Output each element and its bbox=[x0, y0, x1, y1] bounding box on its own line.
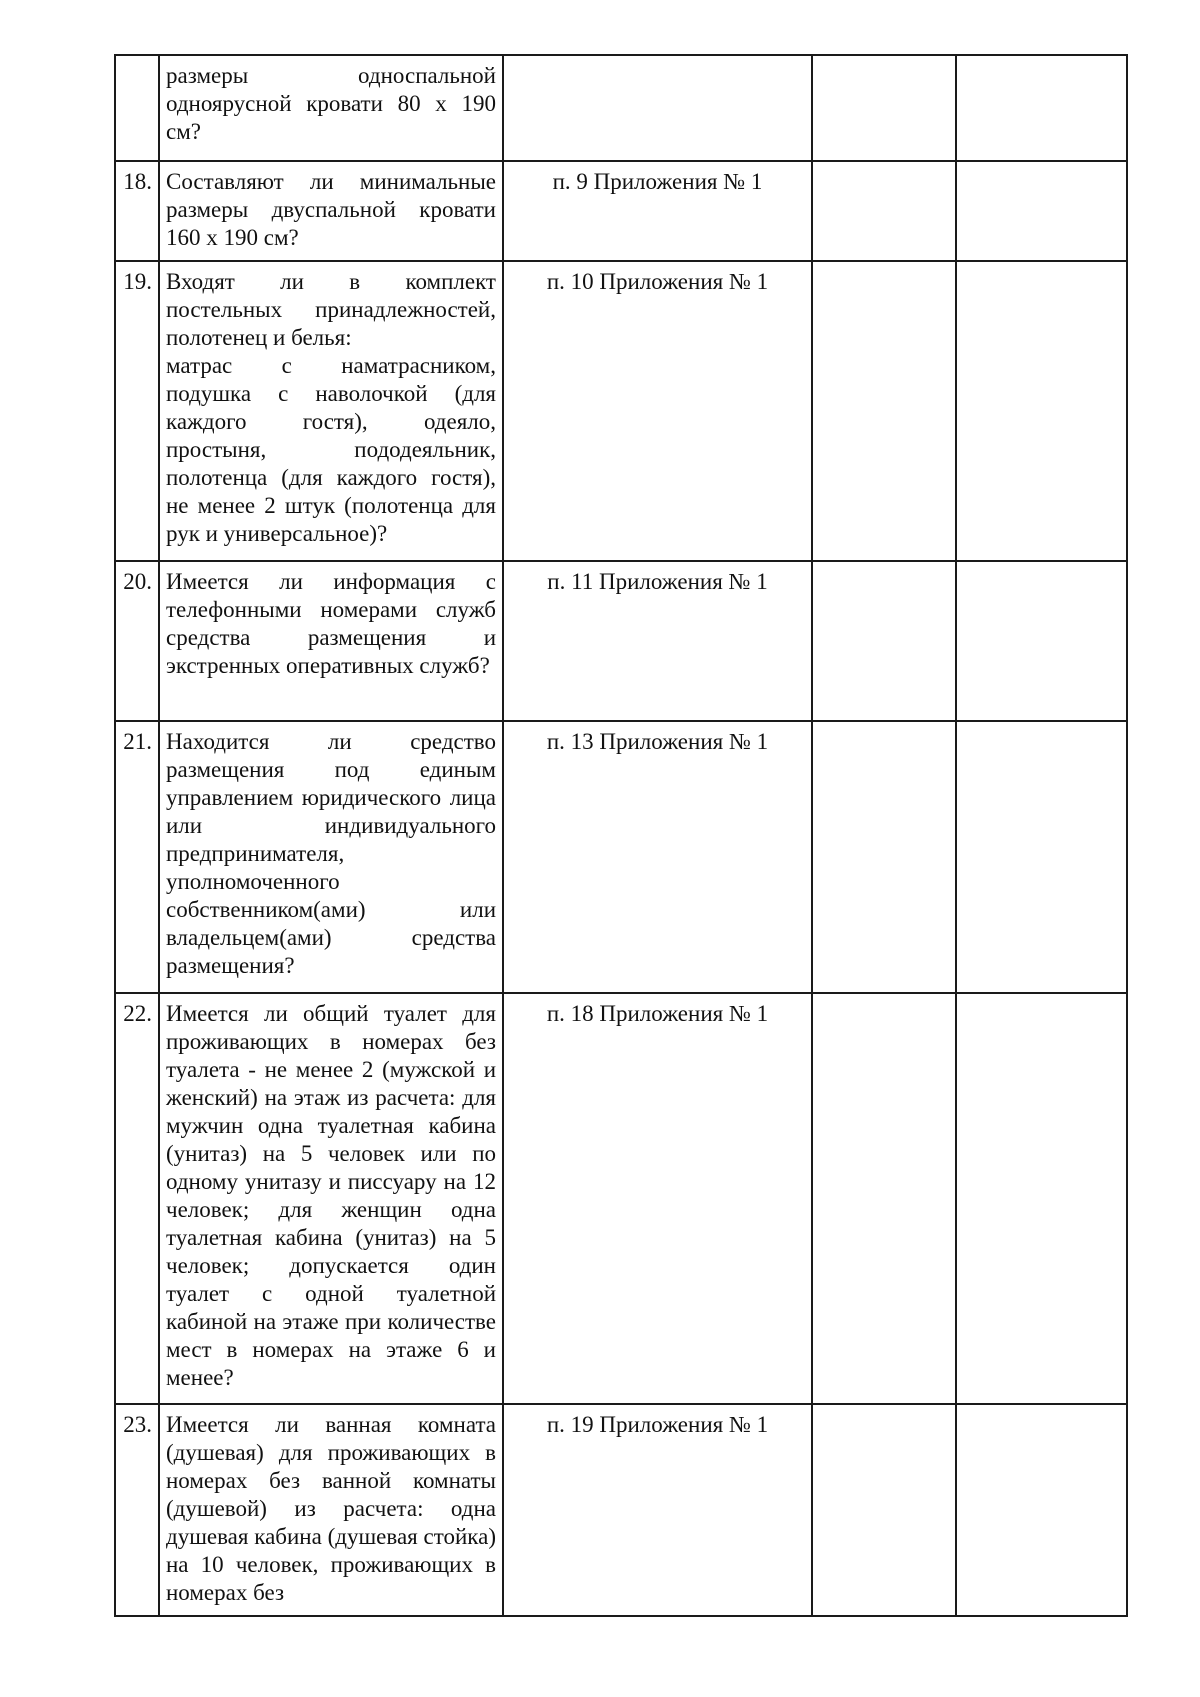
table-row bbox=[115, 55, 1127, 161]
table-row bbox=[115, 261, 1127, 561]
answer-cell bbox=[812, 993, 956, 1404]
checklist-table bbox=[114, 54, 1128, 1617]
notes-cell bbox=[956, 55, 1127, 161]
answer-cell bbox=[812, 261, 956, 561]
question-cell bbox=[159, 993, 503, 1404]
question-text: Составляют ли минимальные размеры двуспальной кровати 160 х 190 см? bbox=[166, 169, 496, 250]
row-number: 22. bbox=[115, 993, 159, 1404]
notes-cell bbox=[956, 1404, 1127, 1616]
notes-cell bbox=[956, 261, 1127, 561]
requirement-reference: п. 11 Приложения № 1 bbox=[503, 561, 812, 721]
notes-cell bbox=[956, 161, 1127, 261]
requirement-reference: п. 10 Приложения № 1 bbox=[503, 261, 812, 561]
table-row bbox=[115, 993, 1127, 1404]
notes-cell bbox=[956, 561, 1127, 721]
answer-cell bbox=[812, 1404, 956, 1616]
question-cell bbox=[159, 161, 503, 261]
question-cell bbox=[159, 561, 503, 721]
answer-cell bbox=[812, 161, 956, 261]
requirement-reference: п. 19 Приложения № 1 bbox=[503, 1404, 812, 1616]
requirement-reference: п. 18 Приложения № 1 bbox=[503, 993, 812, 1404]
question-text: Имеется ли общий туалет для проживающих в номерах без туалета - не менее 2 (мужской и женский) на этаж из расчета: для мужчин одна туалетная кабина (унитаз) на 5 человек или по одному унитазу и писсуару на 12 человек; для женщин одна туалетная кабина (унитаз) на 5 человек; допускается один туалет с одной туалетной кабиной на этаже при количестве мест в номерах на этаже 6 и менее? bbox=[166, 1001, 496, 1390]
requirement-reference: п. 13 Приложения № 1 bbox=[503, 721, 812, 993]
question-cell bbox=[159, 1404, 503, 1616]
table-row bbox=[115, 561, 1127, 721]
row-number: 20. bbox=[115, 561, 159, 721]
row-number bbox=[115, 55, 159, 161]
table-row bbox=[115, 161, 1127, 261]
notes-cell bbox=[956, 993, 1127, 1404]
answer-cell bbox=[812, 561, 956, 721]
question-text: Имеется ли ванная комната (душевая) для проживающих в номерах без ванной комнаты (душевой) из расчета: одна душевая кабина (душевая стойка) на 10 человек, проживающих в номерах без bbox=[166, 1412, 496, 1605]
question-text: матрас с наматрасником, подушка с наволочкой (для каждого гостя), одеяло, простыня, пододеяльник, полотенца (для каждого гостя), не менее 2 штук (полотенца для рук и универсальное)? bbox=[166, 353, 496, 546]
requirement-reference bbox=[503, 55, 812, 161]
answer-cell bbox=[812, 55, 956, 161]
table-row bbox=[115, 721, 1127, 993]
row-number: 23. bbox=[115, 1404, 159, 1616]
checklist-body bbox=[115, 55, 1127, 1616]
row-number: 21. bbox=[115, 721, 159, 993]
question-cell bbox=[159, 55, 503, 161]
question-text: Имеется ли информация с телефонными номерами служб средства размещения и экстренных оперативных служб? bbox=[166, 569, 496, 678]
question-cell bbox=[159, 261, 503, 561]
question-text: Входят ли в комплект постельных принадлежностей, полотенец и белья: bbox=[166, 269, 496, 350]
requirement-reference: п. 9 Приложения № 1 bbox=[503, 161, 812, 261]
table-row bbox=[115, 1404, 1127, 1616]
row-number: 19. bbox=[115, 261, 159, 561]
answer-cell bbox=[812, 721, 956, 993]
question-text: размеры односпальной одноярусной кровати 80 х 190 см? bbox=[166, 63, 496, 144]
row-number: 18. bbox=[115, 161, 159, 261]
question-cell bbox=[159, 721, 503, 993]
question-text: Находится ли средство размещения под единым управлением юридического лица или индивидуального предпринимателя, уполномоченного собственником(ами) или владельцем(ами) средства размещения? bbox=[166, 729, 496, 978]
notes-cell bbox=[956, 721, 1127, 993]
